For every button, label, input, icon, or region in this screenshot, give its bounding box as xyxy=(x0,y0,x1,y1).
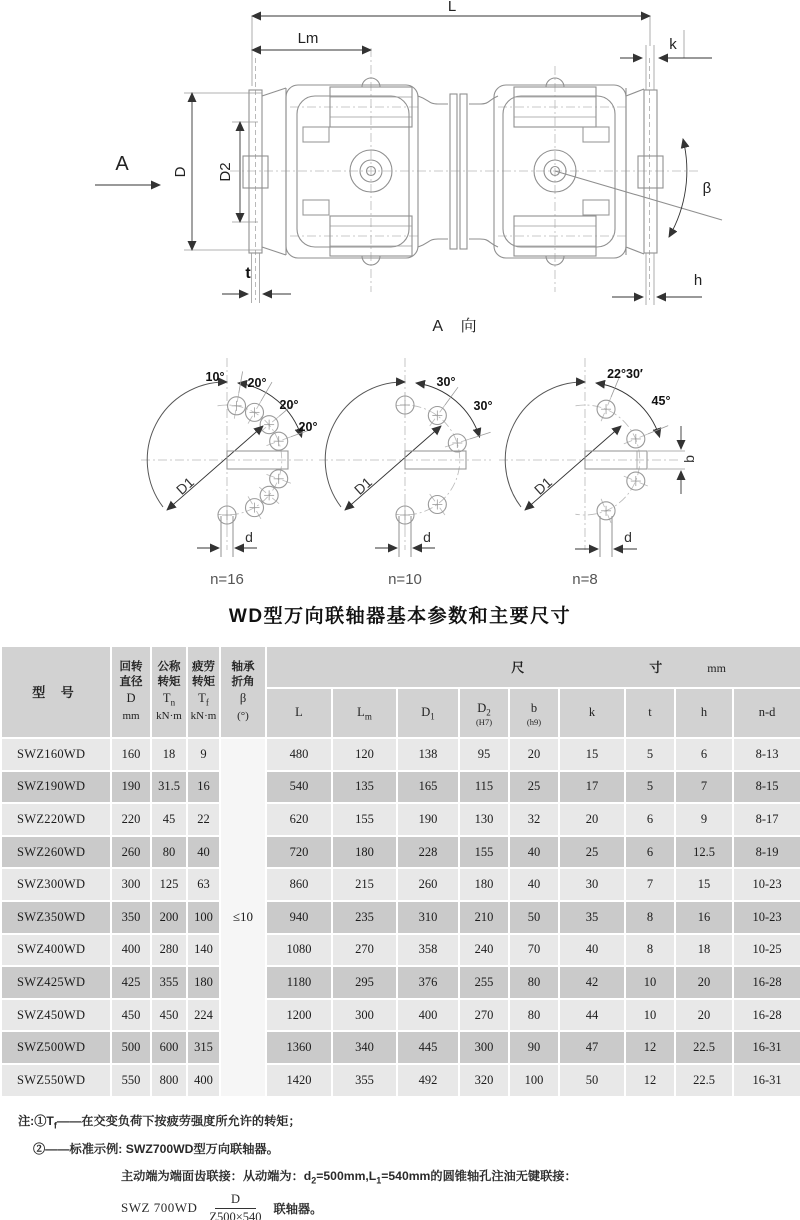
value-cell: 228 xyxy=(397,836,459,869)
table-header xyxy=(1,646,800,738)
value-cell: 16 xyxy=(187,771,220,804)
value-cell: 280 xyxy=(151,934,187,967)
value-cell: 30 xyxy=(559,868,625,901)
value-cell: 12 xyxy=(625,1064,675,1097)
value-cell: 400 xyxy=(111,934,151,967)
value-cell: 1200 xyxy=(266,999,332,1032)
value-cell: 20 xyxy=(509,738,559,771)
table-row xyxy=(1,738,800,771)
value-cell: 10-23 xyxy=(733,868,800,901)
value-cell: 12 xyxy=(625,1031,675,1064)
model-cell: SWZ400WD xyxy=(1,934,111,967)
value-cell: 22.5 xyxy=(675,1031,733,1064)
value-cell: 50 xyxy=(559,1064,625,1097)
value-cell: 80 xyxy=(509,999,559,1032)
value-cell: 10 xyxy=(625,966,675,999)
dim-label-Lm: Lm xyxy=(297,30,319,47)
value-cell: 22.5 xyxy=(675,1064,733,1097)
value-cell: 50 xyxy=(509,901,559,934)
table-row xyxy=(1,1031,800,1064)
note-line-2: ②——标准示例: SWZ700WD型万向联轴器。 xyxy=(33,1142,279,1157)
value-cell: 315 xyxy=(187,1031,220,1064)
header-nominal-torque: 公称 转矩 $T_n$ kN·m xyxy=(151,646,187,738)
value-cell: 20 xyxy=(675,999,733,1032)
designation-suffix: 联轴器。 xyxy=(273,1201,323,1216)
table-row xyxy=(1,836,800,869)
value-cell: 63 xyxy=(187,868,220,901)
value-cell: 355 xyxy=(332,1064,397,1097)
flange-view-n16 xyxy=(127,350,327,595)
header-Lm: $L_m$ xyxy=(332,688,397,738)
value-cell: 140 xyxy=(187,934,220,967)
value-cell: 270 xyxy=(459,999,509,1032)
value-cell: 235 xyxy=(332,901,397,934)
header-b: b (h9) xyxy=(509,688,559,738)
value-cell: 10-23 xyxy=(733,901,800,934)
dim-label-beta: β xyxy=(702,180,712,197)
value-cell: 16-31 xyxy=(733,1064,800,1097)
dim-label-k: k xyxy=(669,36,677,53)
value-cell: 115 xyxy=(459,771,509,804)
value-cell: 860 xyxy=(266,868,332,901)
value-cell: 500 xyxy=(111,1031,151,1064)
value-cell: 80 xyxy=(509,966,559,999)
view-label-A: A xyxy=(115,153,129,175)
value-cell: 16-28 xyxy=(733,999,800,1032)
flange-view-n10 xyxy=(305,350,505,595)
header-n-d: n-d xyxy=(733,688,800,738)
value-cell: 425 xyxy=(111,966,151,999)
value-cell: 135 xyxy=(332,771,397,804)
value-cell: 300 xyxy=(459,1031,509,1064)
value-cell: 40 xyxy=(187,836,220,869)
table-row xyxy=(1,1064,800,1097)
model-cell: SWZ425WD xyxy=(1,966,111,999)
value-cell: 445 xyxy=(397,1031,459,1064)
dim-label-L: L xyxy=(447,0,457,15)
header-size-group: 尺 寸 mm xyxy=(266,646,800,688)
value-cell: 18 xyxy=(151,738,187,771)
value-cell: 620 xyxy=(266,803,332,836)
value-cell: 1420 xyxy=(266,1064,332,1097)
value-cell: 550 xyxy=(111,1064,151,1097)
dimensions xyxy=(95,0,712,297)
angle-label: 20° xyxy=(279,398,299,412)
value-cell: 22 xyxy=(187,803,220,836)
angle-label: 10° xyxy=(205,370,225,384)
header-fatigue-torque: 疲劳 转矩 $T_f$ kN·m xyxy=(187,646,220,738)
value-cell: 42 xyxy=(559,966,625,999)
value-cell: 31.5 xyxy=(151,771,187,804)
table-row xyxy=(1,934,800,967)
bolt-count-label: n=16 xyxy=(210,571,244,588)
dim-label-D2: D2 xyxy=(217,162,234,182)
dim-label-t: t xyxy=(245,265,251,282)
value-cell: 125 xyxy=(151,868,187,901)
dim-label-D: D xyxy=(172,166,189,178)
value-cell: 20 xyxy=(675,966,733,999)
dim-label-D1: D1 xyxy=(530,473,555,498)
model-cell: SWZ160WD xyxy=(1,738,111,771)
header-h: h xyxy=(675,688,733,738)
value-cell: 540 xyxy=(266,771,332,804)
value-cell: 165 xyxy=(397,771,459,804)
value-cell: 180 xyxy=(187,966,220,999)
angle-label: 22°30′ xyxy=(607,367,643,381)
value-cell: 1180 xyxy=(266,966,332,999)
value-cell: 800 xyxy=(151,1064,187,1097)
value-cell: 200 xyxy=(151,901,187,934)
value-cell: 215 xyxy=(332,868,397,901)
value-cell: 180 xyxy=(459,868,509,901)
angle-label: 20° xyxy=(298,420,318,434)
value-cell: 7 xyxy=(625,868,675,901)
dim-label-b: b xyxy=(681,455,697,463)
value-cell: 310 xyxy=(397,901,459,934)
table-row xyxy=(1,803,800,836)
value-cell: 16 xyxy=(675,901,733,934)
header-bearing-angle: 轴承 折角 β (°) xyxy=(220,646,266,738)
value-cell: 190 xyxy=(111,771,151,804)
value-cell: 20 xyxy=(559,803,625,836)
value-cell: 320 xyxy=(459,1064,509,1097)
value-cell: 5 xyxy=(625,738,675,771)
header-model: 型 号 xyxy=(1,646,111,738)
model-cell: SWZ220WD xyxy=(1,803,111,836)
value-cell: 47 xyxy=(559,1031,625,1064)
flange-view-n8 xyxy=(485,350,700,595)
value-cell: 12.5 xyxy=(675,836,733,869)
footnotes xyxy=(0,1112,800,1220)
value-cell: 40 xyxy=(559,934,625,967)
value-cell: 138 xyxy=(397,738,459,771)
dim-label-d: d xyxy=(423,529,431,545)
value-cell: 350 xyxy=(111,901,151,934)
value-cell: 44 xyxy=(559,999,625,1032)
model-cell: SWZ300WD xyxy=(1,868,111,901)
beta-merged-cell: ≤10 xyxy=(220,738,266,1097)
centerlines xyxy=(230,48,703,300)
value-cell: 95 xyxy=(459,738,509,771)
value-cell: 25 xyxy=(559,836,625,869)
value-cell: 260 xyxy=(111,836,151,869)
table-row xyxy=(1,868,800,901)
value-cell: 300 xyxy=(111,868,151,901)
value-cell: 40 xyxy=(509,868,559,901)
value-cell: 9 xyxy=(187,738,220,771)
value-cell: 130 xyxy=(459,803,509,836)
dim-label-h: h xyxy=(693,272,703,289)
designation-fraction: $\frac{D}{Z500\times 540}$ xyxy=(209,1191,262,1220)
bolt-circles xyxy=(218,393,291,528)
value-cell: 25 xyxy=(509,771,559,804)
value-cell: 210 xyxy=(459,901,509,934)
header-D1: $D_1$ xyxy=(397,688,459,738)
table-body xyxy=(1,738,800,1097)
value-cell: 120 xyxy=(332,738,397,771)
value-cell: 450 xyxy=(151,999,187,1032)
header-D2: $D_2$ (H7) xyxy=(459,688,509,738)
value-cell: 8-17 xyxy=(733,803,800,836)
header-diameter: 回转 直径 D mm xyxy=(111,646,151,738)
value-cell: 45 xyxy=(151,803,187,836)
dim-label-d: d xyxy=(624,529,632,545)
value-cell: 32 xyxy=(509,803,559,836)
value-cell: 1360 xyxy=(266,1031,332,1064)
value-cell: 8 xyxy=(625,901,675,934)
model-cell: SWZ550WD xyxy=(1,1064,111,1097)
model-cell: SWZ450WD xyxy=(1,999,111,1032)
value-cell: 8 xyxy=(625,934,675,967)
value-cell: 224 xyxy=(187,999,220,1032)
table-row xyxy=(1,966,800,999)
header-t: t xyxy=(625,688,675,738)
value-cell: 15 xyxy=(675,868,733,901)
parameters-table xyxy=(0,645,800,1098)
value-cell: 450 xyxy=(111,999,151,1032)
value-cell: 180 xyxy=(332,836,397,869)
value-cell: 240 xyxy=(459,934,509,967)
value-cell: 190 xyxy=(397,803,459,836)
value-cell: 400 xyxy=(397,999,459,1032)
value-cell: 358 xyxy=(397,934,459,967)
value-cell: 15 xyxy=(559,738,625,771)
value-cell: 8-19 xyxy=(733,836,800,869)
angle-label: 20° xyxy=(247,376,267,390)
value-cell: 255 xyxy=(459,966,509,999)
value-cell: 340 xyxy=(332,1031,397,1064)
angle-label: 30° xyxy=(473,399,493,413)
value-cell: 10-25 xyxy=(733,934,800,967)
value-cell: 480 xyxy=(266,738,332,771)
value-cell: 80 xyxy=(151,836,187,869)
bolt-count-label: n=10 xyxy=(388,571,422,588)
value-cell: 100 xyxy=(509,1064,559,1097)
value-cell: 90 xyxy=(509,1031,559,1064)
dim-label-D1: D1 xyxy=(172,473,197,498)
table-row xyxy=(1,901,800,934)
value-cell: 6 xyxy=(625,803,675,836)
model-cell: SWZ190WD xyxy=(1,771,111,804)
value-cell: 8-13 xyxy=(733,738,800,771)
bolt-count-label: n=8 xyxy=(572,571,598,588)
value-cell: 1080 xyxy=(266,934,332,967)
value-cell: 720 xyxy=(266,836,332,869)
value-cell: 940 xyxy=(266,901,332,934)
value-cell: 5 xyxy=(625,771,675,804)
value-cell: 155 xyxy=(459,836,509,869)
table-row xyxy=(1,771,800,804)
flange-views xyxy=(0,350,800,600)
table-row xyxy=(1,999,800,1032)
value-cell: 16-28 xyxy=(733,966,800,999)
value-cell: 9 xyxy=(675,803,733,836)
angle-label: 45° xyxy=(651,394,671,408)
value-cell: 295 xyxy=(332,966,397,999)
value-cell: 40 xyxy=(509,836,559,869)
value-cell: 376 xyxy=(397,966,459,999)
note-line-4 xyxy=(121,1192,800,1220)
value-cell: 17 xyxy=(559,771,625,804)
value-cell: 6 xyxy=(675,738,733,771)
value-cell: 492 xyxy=(397,1064,459,1097)
value-cell: 600 xyxy=(151,1031,187,1064)
angle-label: 30° xyxy=(436,375,456,389)
note-line-3: 主动端为端面齿联接：从动端为：$d_2=500mm,L_1=540mm$的圆锥轴孔注油无键联接： xyxy=(121,1169,577,1186)
value-cell: 6 xyxy=(625,836,675,869)
value-cell: 270 xyxy=(332,934,397,967)
value-cell: 160 xyxy=(111,738,151,771)
dim-label-D1: D1 xyxy=(350,473,375,498)
assembly-drawing xyxy=(0,0,800,345)
value-cell: 220 xyxy=(111,803,151,836)
note-line-1: 注$:①T_f——$在交变负荷下按疲劳强度所允许的转矩； xyxy=(18,1114,301,1131)
value-cell: 400 xyxy=(187,1064,220,1097)
value-cell: 100 xyxy=(187,901,220,934)
value-cell: 155 xyxy=(332,803,397,836)
header-k: k xyxy=(559,688,625,738)
value-cell: 10 xyxy=(625,999,675,1032)
header-L: L xyxy=(266,688,332,738)
value-cell: 18 xyxy=(675,934,733,967)
page-title: WD型万向联轴器基本参数和主要尺寸 xyxy=(228,606,572,627)
model-cell: SWZ260WD xyxy=(1,836,111,869)
model-cell: SWZ500WD xyxy=(1,1031,111,1064)
value-cell: 16-31 xyxy=(733,1031,800,1064)
value-cell: 300 xyxy=(332,999,397,1032)
designation-code: SWZ 700WD xyxy=(121,1200,198,1216)
value-cell: 355 xyxy=(151,966,187,999)
view-a-caption: A 向 xyxy=(432,318,484,335)
coupling-body xyxy=(243,45,722,305)
value-cell: 7 xyxy=(675,771,733,804)
value-cell: 35 xyxy=(559,901,625,934)
dim-label-d: d xyxy=(245,529,253,545)
value-cell: 70 xyxy=(509,934,559,967)
model-cell: SWZ350WD xyxy=(1,901,111,934)
value-cell: 260 xyxy=(397,868,459,901)
value-cell: 8-15 xyxy=(733,771,800,804)
